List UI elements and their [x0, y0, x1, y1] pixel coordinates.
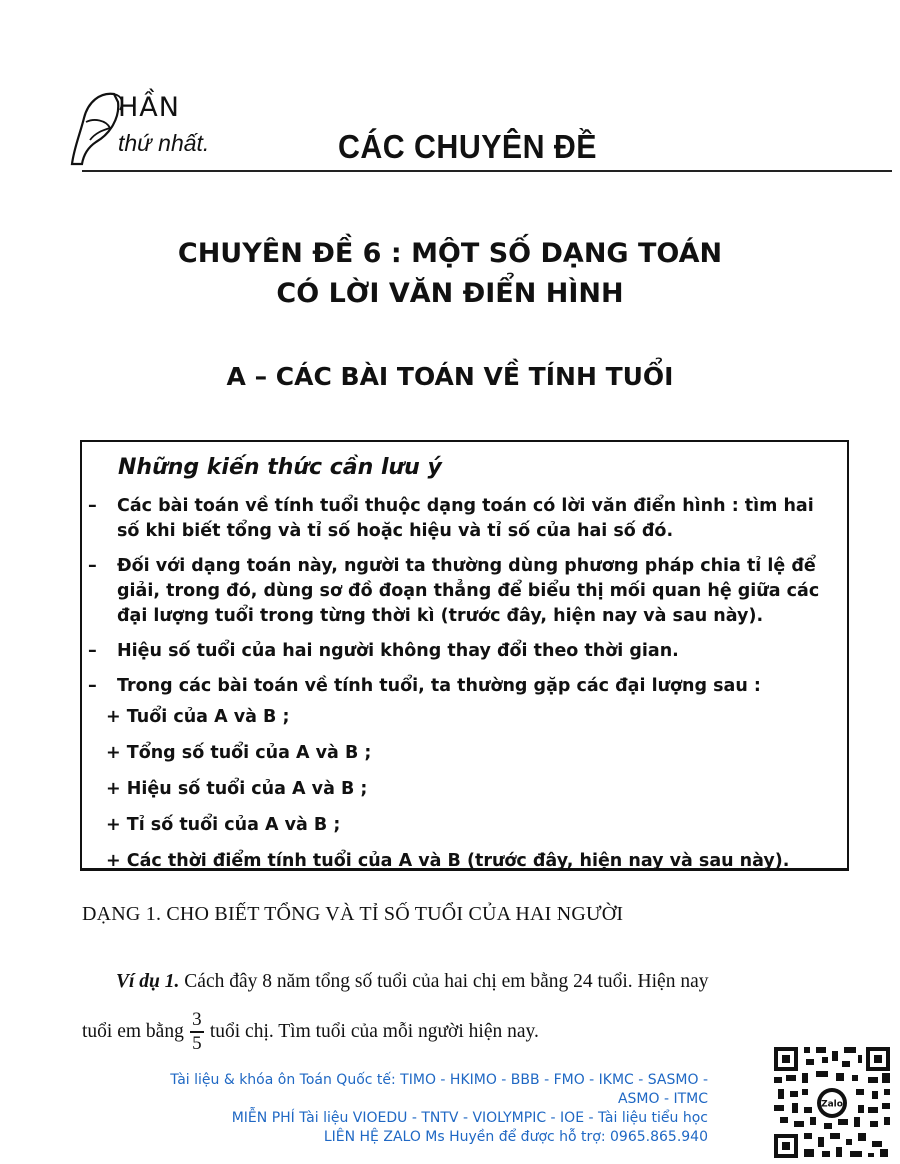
note-subitem: + Hiệu số tuổi của A và B ;	[106, 779, 368, 799]
note-bullet: –	[88, 641, 97, 661]
header-divider	[82, 170, 892, 172]
example-text-2a: tuổi em bằng	[82, 1020, 184, 1042]
note-bullet: –	[88, 676, 97, 696]
example-line-1	[82, 966, 862, 998]
note-text: Trong các bài toán về tính tuổi, ta thường gặp các đại lượng sau :	[117, 676, 761, 696]
note-subitem: + Tuổi của A và B ;	[106, 707, 290, 727]
note-item	[88, 554, 840, 629]
footer-line-2: ASMO - ITMC	[617, 1091, 708, 1107]
notes-heading: Những kiến thức cần lưu ý	[118, 455, 442, 480]
note-text: Các bài toán về tính tuổi thuộc dạng toán có lời văn điển hình : tìm hai số khi biết tổng và tỉ số hoặc hiệu và tỉ số của hai số đó.	[117, 496, 814, 541]
example-line-2	[82, 1010, 862, 1054]
chapter-title-line2: CÓ LỜI VĂN ĐIỂN HÌNH	[276, 278, 624, 309]
example-text-1: Cách đây 8 năm tổng số tuổi của hai chị em bằng 24 tuổi. Hiện nay	[179, 971, 709, 992]
note-text: Hiệu số tuổi của hai người không thay đổi theo thời gian.	[117, 641, 679, 661]
note-item	[88, 639, 840, 664]
chapter-title-line1: CHUYÊN ĐỀ 6 : MỘT SỐ DẠNG TOÁN	[177, 238, 723, 269]
section-title: A – CÁC BÀI TOÁN VỀ TÍNH TUỔI	[226, 362, 674, 391]
example-text-2b: tuổi chị. Tìm tuổi của mỗi người hiện nay.	[209, 1020, 539, 1042]
note-bullet: –	[88, 556, 97, 576]
note-text: Đối với dạng toán này, người ta thường dùng phương pháp chia tỉ lệ để giải, trong đó, dùng sơ đồ đoạn thẳng để biểu thị mối quan hệ giữa các đại lượng tuổi trong từng thời kì (trước đây, hiện nay và sau này).	[117, 556, 820, 626]
zalo-qr-code[interactable]	[772, 1045, 892, 1160]
notes-list	[88, 494, 840, 879]
footer-line-4: LIÊN HỆ ZALO Ms Huyền để được hỗ trợ: 0965.865.940	[323, 1129, 708, 1145]
fraction-numerator: 3	[192, 1009, 202, 1030]
fraction-denominator: 5	[192, 1032, 202, 1054]
part-label: HẦN	[118, 92, 180, 123]
fraction	[190, 1010, 204, 1054]
footer	[0, 1071, 708, 1147]
zalo-badge-label: Zalo	[821, 1099, 843, 1110]
note-subitem: + Tổng số tuổi của A và B ;	[106, 743, 372, 763]
note-bullet: –	[88, 496, 97, 516]
topic-heading: DẠNG 1. CHO BIẾT TỔNG VÀ TỈ SỐ TUỔI CỦA HAI NGƯỜI	[82, 903, 624, 925]
note-subitem: + Các thời điểm tính tuổi của A và B (trước đây, hiện nay và sau này).	[106, 851, 790, 871]
note-item	[88, 494, 840, 544]
footer-line-1: Tài liệu & khóa ôn Toán Quốc tế: TIMO - HKIMO - BBB - FMO - IKMC - SASMO -	[170, 1072, 708, 1088]
part-sublabel: thứ nhất.	[118, 130, 210, 156]
page-header-title: CÁC CHUYÊN ĐỀ	[338, 128, 598, 165]
note-subitem: + Tỉ số tuổi của A và B ;	[106, 815, 341, 835]
example-1	[82, 966, 862, 1054]
footer-line-3: MIỄN PHÍ Tài liệu VIOEDU - TNTV - VIOLYMPIC - IOE - Tài liệu tiểu học	[231, 1110, 708, 1126]
note-item	[88, 674, 840, 699]
example-label: Ví dụ 1.	[116, 971, 180, 992]
